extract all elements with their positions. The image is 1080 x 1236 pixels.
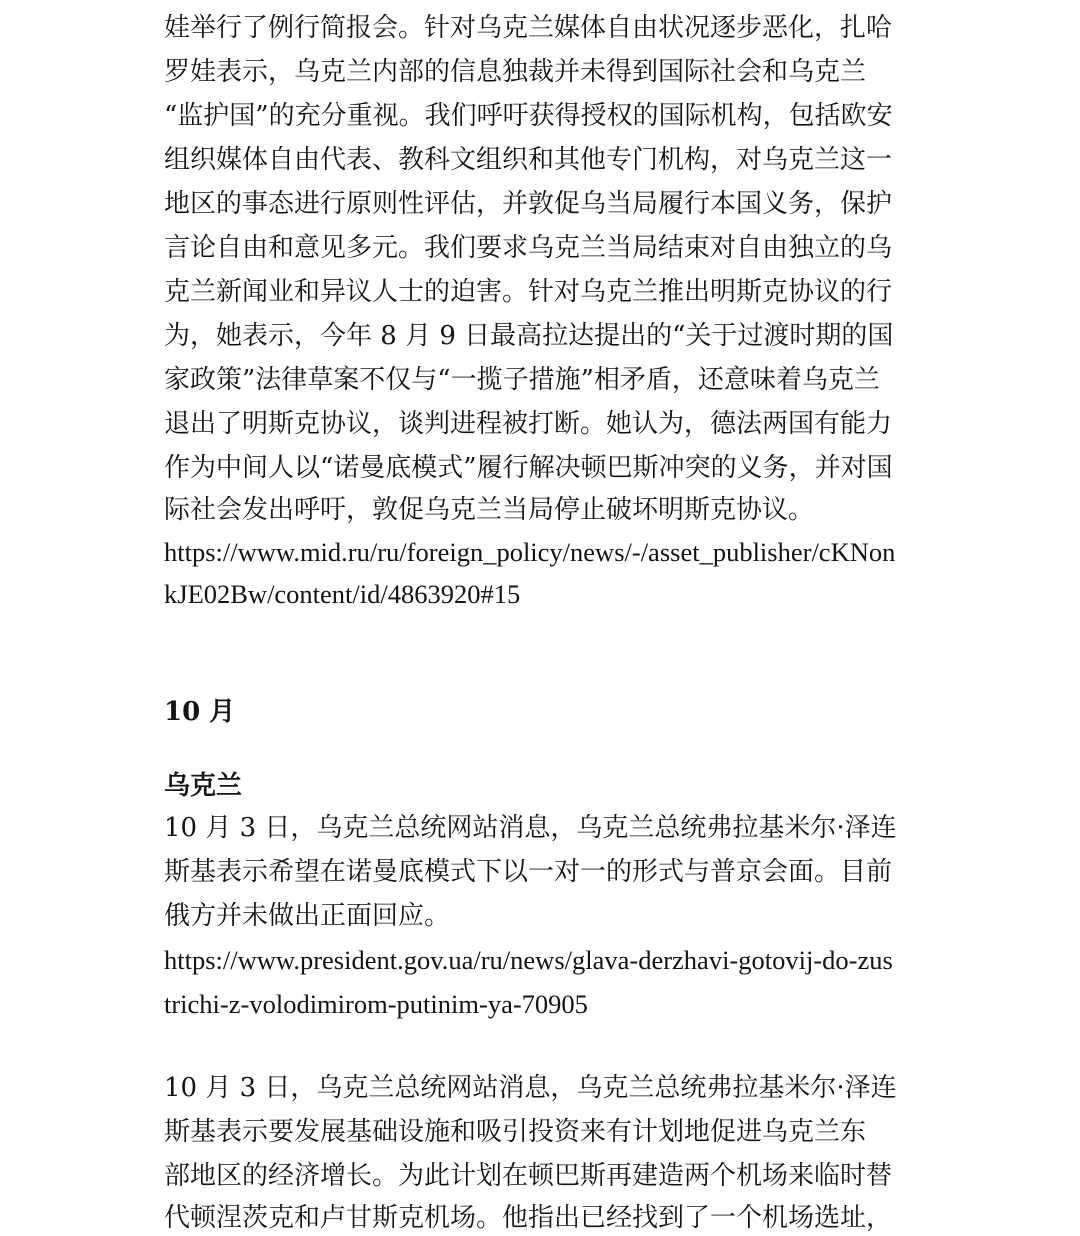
entry-line: 斯基表示希望在诺曼底模式下以一对一的形式与普京会面。目前 [164, 857, 893, 887]
paragraph-line: 地区的事态进行原则性评估，并敦促乌当局履行本国义务，保护 [164, 189, 893, 219]
paragraph-line: 为，她表示，今年 8 月 9 日最高拉达提出的“关于过渡时期的国 [164, 321, 894, 351]
month-heading: 10 月 [164, 697, 236, 727]
paragraph-line: 娃举行了例行简报会。针对乌克兰媒体自由状况逐步恶化，扎哈 [164, 13, 893, 43]
entry-line: 10 月 3 日，乌克兰总统网站消息，乌克兰总统弗拉基米尔·泽连 [164, 813, 897, 843]
paragraph-line: 作为中间人以“诺曼底模式”履行解决顿巴斯冲突的义务，并对国 [164, 453, 893, 483]
paragraph-line: 罗娃表示，乌克兰内部的信息独裁并未得到国际社会和乌克兰 [164, 57, 867, 87]
entry-line: 俄方并未做出正面回应。 [164, 901, 451, 931]
paragraph-line: 际社会发出呼吁，敦促乌克兰当局停止破坏明斯克协议。 [164, 495, 815, 525]
paragraph-line: 言论自由和意见多元。我们要求乌克兰当局结束对自由独立的乌 [164, 233, 893, 263]
entry-line: 部地区的经济增长。为此计划在顿巴斯再建造两个机场来临时替 [164, 1161, 893, 1191]
paragraph-line: “监护国”的充分重视。我们呼吁获得授权的国际机构，包括欧安 [164, 101, 893, 131]
entry-line: 代顿涅茨克和卢甘斯克机场。他指出已经找到了一个机场选址， [164, 1203, 893, 1233]
paragraph-line: 退出了明斯克协议，谈判进程被打断。她认为，德法两国有能力 [164, 409, 893, 439]
source-url-link[interactable]: https://www.president.gov.ua/ru/news/glava-derzhavi-gotovij-do-zus [164, 945, 893, 975]
source-url-link[interactable]: kJE02Bw/content/id/4863920#15 [164, 579, 521, 609]
section-heading: 乌克兰 [164, 771, 243, 801]
entry-line: 10 月 3 日，乌克兰总统网站消息，乌克兰总统弗拉基米尔·泽连 [164, 1073, 897, 1103]
paragraph-line: 克兰新闻业和异议人士的迫害。针对乌克兰推出明斯克协议的行 [164, 277, 893, 307]
paragraph-line: 组织媒体自由代表、教科文组织和其他专门机构，对乌克兰这一 [164, 145, 893, 175]
source-url-link[interactable]: trichi-z-volodimirom-putinim-ya-70905 [164, 989, 588, 1019]
entry-line: 斯基表示要发展基础设施和吸引投资来有计划地促进乌克兰东 [164, 1117, 867, 1147]
source-url-link[interactable]: https://www.mid.ru/ru/foreign_policy/news/-/asset_publisher/cKNon [164, 537, 896, 567]
paragraph-line: 家政策”法律草案不仅与“一揽子措施”相矛盾，还意味着乌克兰 [164, 365, 880, 395]
